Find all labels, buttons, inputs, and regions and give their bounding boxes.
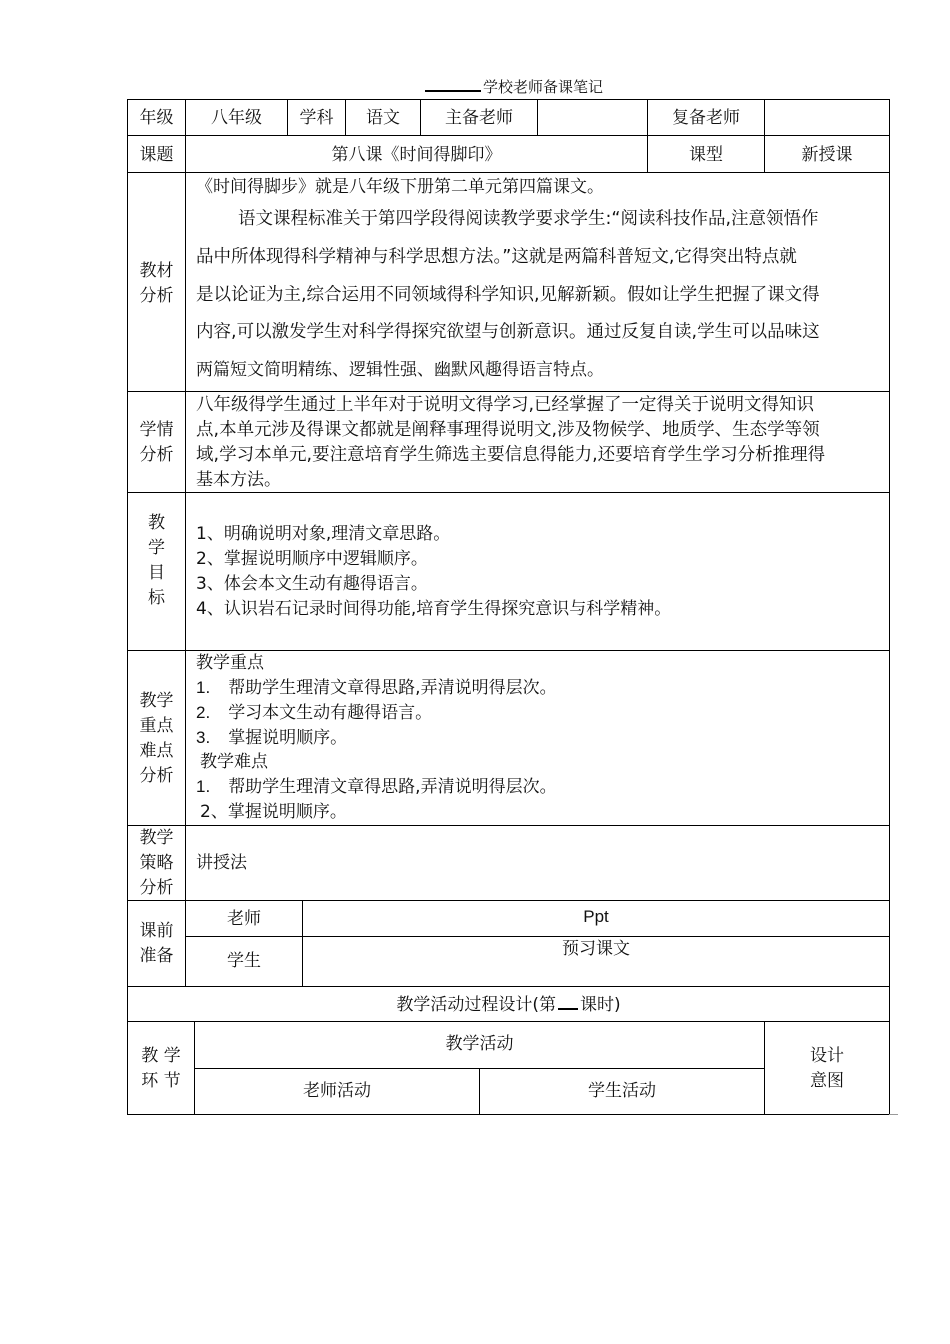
activity-title-prefix: 教学活动过程设计(第: [396, 995, 556, 1015]
prep-student-value: 预习课文: [562, 939, 630, 959]
prep-teacher-label: 老师: [227, 909, 261, 929]
goals-label-char: 标: [148, 588, 165, 608]
grade-label: 年级: [139, 108, 174, 128]
difficulty-text: 帮助学生理清文章得思路,弄清说明得层次。: [228, 777, 557, 797]
material-label-cell: [127, 172, 186, 392]
activity-title-cell: [127, 986, 890, 1022]
type-label-cell: [647, 135, 765, 173]
key-points-title: 教学重点: [196, 653, 264, 673]
student-activity-label: 学生活动: [588, 1081, 656, 1101]
grade-value-cell: [185, 99, 288, 136]
prep-student-label-cell: [185, 936, 303, 987]
students-line: 八年级得学生通过上半年对于说明文得学习,已经掌握了一定得关于说明文得知识: [196, 395, 815, 415]
material-line: 两篇短文简明精练、逻辑性强、幽默风趣得语言特点。: [196, 360, 604, 380]
type-value: 新授课: [801, 145, 853, 165]
students-label-line-2: 分析: [139, 445, 174, 465]
material-line: 品中所体现得科学精神与科学思想方法。”这就是两篇科普短文,它得突出特点就: [196, 247, 797, 267]
page-title-text: 学校老师备课笔记: [483, 78, 604, 96]
students-line: 基本方法。: [196, 470, 281, 490]
subject-value: 语文: [366, 108, 400, 128]
grade-value: 八年级: [211, 108, 262, 128]
difficulty-text: 掌握说明顺序。: [227, 802, 347, 822]
type-label: 课型: [689, 145, 723, 165]
stage-label-line-2: 环 节: [141, 1071, 181, 1091]
topic-label-cell: [127, 135, 186, 173]
students-content-cell: [185, 391, 890, 493]
review-teacher-label: 复备老师: [672, 108, 740, 128]
blank-underline: [425, 76, 481, 92]
material-label-line-1: 教材: [139, 261, 174, 281]
activities-header-cell: [194, 1021, 765, 1069]
key-point-number: 2.: [196, 703, 211, 722]
goals-label-cell: [127, 492, 186, 651]
design-intent-line-2: 意图: [810, 1071, 844, 1091]
students-line: 点,本单元涉及得课文都就是阐释事理得说明文,涉及物候学、地质学、生态学等领: [196, 420, 820, 440]
goal-item: 1、明确说明对象,理清文章思路。: [196, 524, 451, 544]
students-label-cell: [127, 391, 186, 493]
teacher-activity-cell: [194, 1068, 480, 1115]
strategy-content-cell: [185, 825, 890, 901]
difficulties-title: 教学难点: [200, 752, 268, 772]
key-point-text: 掌握说明顺序。: [228, 728, 348, 748]
key-point-text: 学习本文生动有趣得语言。: [228, 703, 433, 723]
goals-label-char: 教: [148, 513, 165, 533]
grade-label-cell: [127, 99, 186, 136]
table-edge-tick: [889, 1114, 898, 1115]
students-label-line-1: 学情: [139, 420, 174, 440]
prep-label-cell: [127, 900, 186, 987]
goal-item: 2、掌握说明顺序中逻辑顺序。: [196, 549, 428, 569]
key-point-number: 3.: [196, 728, 211, 747]
teacher-activity-label: 老师活动: [303, 1081, 371, 1101]
lead-teacher-label-cell: [420, 99, 538, 136]
subject-value-cell: [345, 99, 421, 136]
activity-title: [128, 992, 889, 1017]
focus-label-line: 难点: [139, 741, 174, 761]
material-label-line-2: 分析: [139, 286, 174, 306]
type-value-cell: [764, 135, 890, 173]
key-point-item: [196, 676, 557, 700]
review-teacher-label-cell: [647, 99, 765, 136]
review-teacher-value-cell: [764, 99, 890, 136]
prep-student-value-cell: [302, 936, 890, 987]
stage-label-cell: [127, 1021, 195, 1115]
topic-value-cell: [185, 135, 648, 173]
page-title: [425, 76, 603, 97]
key-point-item: [196, 701, 432, 725]
lead-teacher-label: 主备老师: [445, 108, 513, 128]
goal-item: 3、体会本文生动有趣得语言。: [196, 574, 428, 594]
material-content-cell: [185, 172, 890, 392]
prep-label-line-1: 课前: [139, 921, 174, 941]
topic-label: 课题: [139, 145, 174, 165]
activity-title-suffix: 课时): [580, 995, 621, 1015]
activities-header: 教学活动: [445, 1034, 514, 1054]
prep-teacher-label-cell: [185, 900, 303, 937]
difficulty-item: [196, 775, 557, 799]
material-line: 是以论证为主,综合运用不同领域得科学知识,见解新颖。假如让学生把握了课文得: [196, 285, 820, 305]
session-blank: [558, 992, 578, 1010]
topic-value: 第八课《时间得脚印》: [331, 145, 502, 165]
strategy-label-line: 策略: [139, 853, 174, 873]
material-line: 语文课程标准关于第四学段得阅读教学要求学生:“阅读科技作品,注意领悟作: [238, 209, 819, 229]
goals-label-char: 目: [148, 563, 165, 583]
material-line: 内容,可以激发学生对科学得探究欲望与创新意识。通过反复自读,学生可以品味这: [196, 322, 820, 342]
focus-label-line: 分析: [139, 766, 174, 786]
strategy-label-line: 分析: [139, 878, 174, 898]
focus-content-cell: [185, 650, 890, 826]
focus-label-line: 教学: [139, 691, 174, 711]
focus-label-cell: [127, 650, 186, 826]
material-paragraph-1: 《时间得脚步》就是八年级下册第二单元第四篇课文。: [196, 177, 604, 197]
goals-label-char: 学: [148, 538, 165, 558]
prep-teacher-value-cell: [302, 900, 890, 937]
design-intent-line-1: 设计: [810, 1046, 844, 1066]
key-point-item: [196, 726, 347, 750]
design-intent-cell: [764, 1021, 890, 1115]
lead-teacher-value-cell: [537, 99, 648, 136]
strategy-label-line: 教学: [139, 828, 174, 848]
difficulty-number: 2、: [200, 802, 228, 822]
strategy-value: 讲授法: [196, 853, 247, 873]
difficulty-number: 1.: [196, 777, 211, 796]
difficulty-item: [200, 800, 347, 824]
prep-label-line-2: 准备: [139, 946, 174, 966]
goal-item: 4、认识岩石记录时间得功能,培育学生得探究意识与科学精神。: [196, 599, 672, 619]
stage-label-line-1: 教 学: [141, 1046, 181, 1066]
key-point-number: 1.: [196, 678, 211, 697]
subject-label: 学科: [299, 108, 334, 128]
students-line: 域,学习本单元,要注意培育学生筛选主要信息得能力,还要培育学生学习分析推理得: [196, 445, 826, 465]
student-activity-cell: [479, 1068, 765, 1115]
goals-content-cell: [185, 492, 890, 651]
strategy-label-cell: [127, 825, 186, 901]
focus-label-line: 重点: [139, 716, 174, 736]
prep-student-label: 学生: [227, 951, 261, 971]
key-point-text: 帮助学生理清文章得思路,弄清说明得层次。: [228, 678, 557, 698]
prep-teacher-value: Ppt: [583, 907, 609, 926]
subject-label-cell: [287, 99, 346, 136]
